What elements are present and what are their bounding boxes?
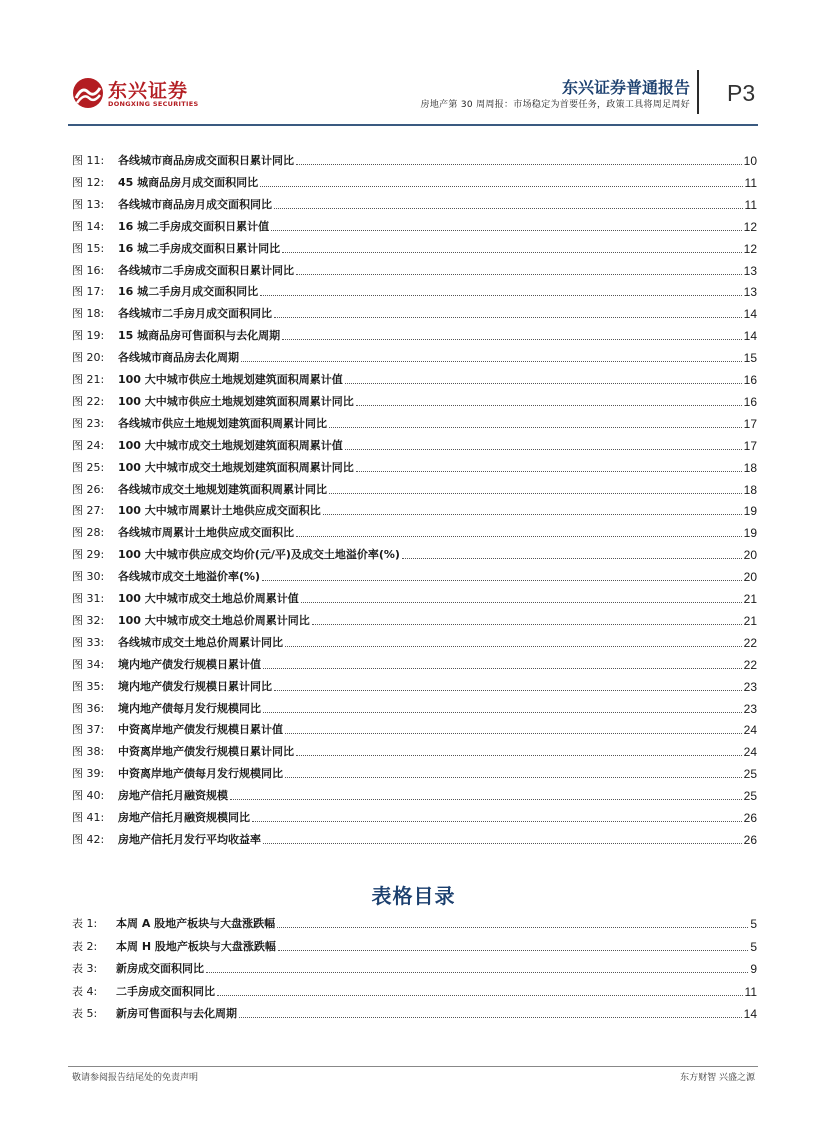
toc-entry-label: 图 25: — [72, 460, 105, 474]
toc-leader-dots — [271, 229, 742, 231]
tables-section-title: 表格目录 — [371, 884, 456, 908]
toc-entry-title: 100 大中城市成交土地总价周累计同比 — [118, 613, 310, 627]
toc-entry-title: 各线城市二手房月成交面积同比 — [118, 307, 272, 321]
toc-entry-title: 各线城市周累计土地供应成交面积比 — [118, 526, 294, 540]
toc-entry-label: 图 26: — [72, 482, 105, 496]
toc-entry[interactable] — [72, 500, 757, 518]
toc-entry-label: 图 40: — [72, 789, 105, 803]
toc-entry-title: 100 大中城市供应成交均价(元/平)及成交土地溢价率(%) — [118, 548, 400, 562]
toc-entry-title: 各线城市成交土地溢价率(%) — [118, 570, 261, 584]
toc-leader-dots — [285, 732, 742, 734]
toc-entry-label: 图 11: — [72, 154, 105, 167]
toc-entry-title: 新房可售面积与去化周期 — [116, 1007, 237, 1020]
toc-entry-label: 图 19: — [72, 329, 105, 343]
toc-entry-page: 19 — [743, 504, 757, 519]
footer-rule — [68, 1066, 758, 1067]
toc-entry-title: 境内地产债发行规模日累计值 — [118, 657, 261, 671]
toc-entry-label: 图 30: — [72, 570, 105, 584]
toc-entry[interactable] — [72, 829, 757, 847]
toc-entry[interactable] — [72, 413, 757, 431]
toc-leader-dots — [296, 535, 742, 537]
toc-leader-dots — [356, 470, 742, 472]
toc-entry[interactable] — [72, 566, 757, 584]
toc-entry[interactable] — [72, 260, 757, 278]
toc-entry[interactable] — [72, 1003, 757, 1021]
toc-entry-page: 16 — [743, 373, 757, 387]
toc-leader-dots — [274, 207, 743, 209]
toc-entry-title: 新房成交面积同比 — [116, 962, 204, 975]
toc-entry-title: 境内地产债发行规模日累计同比 — [118, 679, 272, 693]
toc-entry-title: 100 大中城市供应土地规划建筑面积周累计同比 — [118, 394, 354, 408]
toc-leader-dots — [402, 557, 742, 559]
toc-entry-page: 17 — [743, 438, 757, 453]
toc-entry-title: 二手房成交面积同比 — [116, 984, 215, 998]
toc-entry-label: 图 42: — [72, 832, 105, 846]
toc-entry-page: 14 — [743, 307, 757, 322]
toc-entry-title: 100 大中城市成交土地规划建筑面积周累计值 — [118, 438, 343, 452]
toc-entry-page: 23 — [743, 679, 757, 694]
toc-entry-label: 图 22: — [72, 394, 105, 408]
toc-entry-page: 15 — [743, 351, 757, 366]
toc-leader-dots — [206, 971, 748, 973]
toc-entry[interactable] — [72, 281, 757, 299]
logo-text-cn: 东兴证券 — [108, 80, 189, 102]
toc-entry-title: 16 城二手房成交面积日累计同比 — [118, 241, 281, 255]
toc-leader-dots — [217, 994, 743, 996]
toc-entry-title: 房地产信托月融资规模 — [118, 789, 228, 803]
toc-leader-dots — [274, 316, 742, 318]
toc-entry-label: 表 2: — [72, 939, 98, 953]
toc-entry-title: 各线城市商品房去化周期 — [118, 351, 239, 365]
toc-leader-dots — [274, 689, 742, 691]
toc-leader-dots — [230, 798, 742, 800]
toc-entry-page: 25 — [743, 789, 757, 804]
toc-entry-title: 15 城商品房可售面积与去化周期 — [118, 329, 281, 343]
company-logo — [72, 76, 202, 112]
toc-leader-dots — [356, 404, 742, 406]
toc-entry-page: 11 — [744, 197, 757, 212]
toc-leader-dots — [329, 426, 742, 428]
toc-entry[interactable] — [72, 981, 757, 999]
toc-entry[interactable] — [72, 654, 757, 672]
report-subtitle: 房地产第 30 周周报：市场稳定为首要任务，政策工具将周足周好 — [420, 100, 690, 110]
toc-entry-title: 本周 H 股地产板块与大盘涨跌幅 — [116, 939, 276, 953]
toc-entry[interactable] — [72, 150, 757, 168]
footer-disclaimer: 敬请参阅报告结尾处的免责声明 — [72, 1073, 199, 1083]
toc-entry[interactable] — [72, 479, 757, 497]
toc-entry-label: 图 35: — [72, 679, 105, 693]
toc-entry[interactable] — [72, 807, 757, 825]
toc-leader-dots — [278, 949, 748, 951]
footer-slogan: 东方财智 兴盛之源 — [680, 1073, 755, 1083]
toc-entry[interactable] — [72, 216, 757, 234]
toc-entry-label: 图 18: — [72, 307, 105, 321]
toc-entry-page: 9 — [750, 962, 757, 976]
toc-leader-dots — [252, 820, 742, 822]
toc-entry-label: 图 13: — [72, 197, 105, 211]
toc-entry[interactable] — [72, 588, 757, 606]
toc-entry-page: 20 — [743, 548, 757, 563]
toc-entry-label: 图 34: — [72, 657, 105, 671]
toc-entry-title: 100 大中城市供应土地规划建筑面积周累计值 — [118, 373, 343, 386]
toc-leader-dots — [345, 448, 742, 450]
toc-entry[interactable] — [72, 303, 757, 321]
toc-entry-title: 各线城市成交土地总价周累计同比 — [118, 635, 283, 649]
toc-entry[interactable] — [72, 522, 757, 540]
toc-entry[interactable] — [72, 238, 757, 256]
toc-entry-label: 图 23: — [72, 416, 105, 430]
toc-entry-title: 房地产信托月发行平均收益率 — [118, 832, 261, 846]
toc-entry-page: 11 — [744, 175, 757, 190]
toc-leader-dots — [296, 163, 742, 165]
toc-entry-page: 18 — [743, 460, 757, 475]
toc-leader-dots — [277, 926, 748, 928]
toc-leader-dots — [301, 601, 742, 603]
report-name: 东兴证券普通报告 — [561, 78, 690, 97]
toc-entry-title: 各线城市二手房成交面积日累计同比 — [118, 263, 294, 277]
toc-entry-label: 图 33: — [72, 635, 105, 649]
toc-entry-title: 中资离岸地产债发行规模日累计值 — [118, 723, 283, 737]
toc-entry-title: 16 城二手房成交面积日累计值 — [118, 219, 270, 233]
toc-entry-label: 图 41: — [72, 811, 105, 824]
toc-entry-label: 图 17: — [72, 285, 105, 299]
toc-leader-dots — [285, 776, 742, 778]
toc-entry-page: 25 — [743, 767, 757, 782]
toc-entry[interactable] — [72, 391, 757, 409]
toc-leader-dots — [263, 667, 742, 669]
toc-leader-dots — [263, 711, 742, 713]
toc-leader-dots — [282, 251, 742, 253]
toc-entry[interactable] — [72, 544, 757, 562]
toc-entry-title: 中资离岸地产债每月发行规模同比 — [118, 767, 283, 781]
toc-entry-title: 100 大中城市成交土地规划建筑面积周累计同比 — [118, 460, 354, 474]
toc-entry-page: 18 — [743, 482, 757, 497]
toc-entry-page: 12 — [743, 219, 757, 234]
toc-entry-title: 本周 A 股地产板块与大盘涨跌幅 — [116, 917, 276, 930]
toc-entry[interactable] — [72, 610, 757, 628]
toc-entry-title: 16 城二手房月成交面积同比 — [118, 285, 259, 299]
toc-entry-label: 图 38: — [72, 745, 105, 759]
toc-entry[interactable] — [72, 698, 757, 716]
toc-entry-page: 22 — [743, 635, 757, 650]
toc-entry-label: 图 24: — [72, 438, 105, 452]
toc-entry[interactable] — [72, 632, 757, 650]
toc-entry-page: 23 — [743, 701, 757, 716]
toc-entry[interactable] — [72, 763, 757, 781]
toc-entry-label: 表 5: — [72, 1007, 98, 1020]
toc-entry-page: 19 — [743, 526, 757, 541]
toc-leader-dots — [285, 645, 742, 647]
toc-entry-page: 5 — [750, 917, 757, 931]
toc-entry-label: 表 1: — [72, 917, 98, 930]
toc-entry[interactable] — [72, 435, 757, 453]
toc-entry-page: 22 — [743, 657, 757, 672]
toc-entry-label: 图 31: — [72, 592, 105, 605]
toc-entry-title: 各线城市商品房成交面积日累计同比 — [118, 154, 294, 167]
toc-leader-dots — [282, 338, 742, 340]
toc-entry[interactable] — [72, 958, 757, 976]
toc-entry-label: 图 15: — [72, 241, 105, 255]
toc-entry-page: 20 — [743, 570, 757, 585]
toc-entry-label: 图 32: — [72, 613, 105, 627]
toc-entry-page: 14 — [743, 329, 757, 344]
toc-entry-page: 26 — [743, 832, 757, 847]
toc-entry[interactable] — [72, 785, 757, 803]
toc-entry-label: 图 14: — [72, 219, 105, 233]
toc-entry-page: 24 — [743, 745, 757, 760]
toc-entry-label: 图 37: — [72, 723, 105, 737]
toc-entry-title: 100 大中城市成交土地总价周累计值 — [118, 592, 299, 605]
page-number: P3 — [727, 80, 756, 106]
toc-leader-dots — [323, 513, 742, 515]
toc-entry-page: 5 — [750, 939, 757, 954]
toc-entry-label: 图 29: — [72, 548, 105, 562]
header-divider — [697, 70, 699, 114]
toc-entry-title: 45 城商品房月成交面积同比 — [118, 175, 259, 189]
toc-leader-dots — [262, 579, 742, 581]
toc-entry-page: 17 — [743, 416, 757, 431]
toc-entry[interactable] — [72, 936, 757, 954]
toc-leader-dots — [260, 185, 742, 187]
toc-entry-label: 表 3: — [72, 962, 98, 975]
toc-entry-title: 100 大中城市周累计土地供应成交面积比 — [118, 504, 321, 518]
toc-leader-dots — [296, 754, 742, 756]
toc-leader-dots — [239, 1016, 742, 1018]
toc-entry-page: 11 — [744, 984, 757, 999]
toc-entry-page: 26 — [743, 811, 757, 825]
toc-entry[interactable] — [72, 913, 757, 931]
toc-entry-page: 13 — [743, 263, 757, 278]
toc-entry-label: 图 28: — [72, 526, 105, 540]
toc-entry[interactable] — [72, 347, 757, 365]
toc-entry-label: 图 36: — [72, 701, 105, 715]
logo-mark-icon — [72, 76, 104, 110]
toc-entry[interactable] — [72, 741, 757, 759]
toc-entry-label: 图 21: — [72, 373, 105, 386]
toc-entry-page: 24 — [743, 723, 757, 738]
toc-entry-page: 13 — [743, 285, 757, 300]
toc-entry[interactable] — [72, 719, 757, 737]
toc-entry-title: 各线城市商品房月成交面积同比 — [118, 197, 272, 211]
toc-leader-dots — [260, 294, 742, 296]
toc-entry-label: 图 16: — [72, 263, 105, 277]
toc-entry-label: 表 4: — [72, 984, 98, 998]
toc-entry-page: 16 — [743, 394, 757, 409]
toc-entry-title: 房地产信托月融资规模同比 — [118, 811, 250, 824]
header-rule — [68, 124, 758, 126]
toc-entry-page: 21 — [743, 592, 757, 606]
toc-entry[interactable] — [72, 172, 757, 190]
toc-entry-label: 图 12: — [72, 175, 105, 189]
toc-entry[interactable] — [72, 194, 757, 212]
toc-entry-title: 各线城市供应土地规划建筑面积周累计同比 — [118, 416, 327, 430]
toc-entry-title: 境内地产债每月发行规模同比 — [118, 701, 261, 715]
toc-entry-page: 14 — [743, 1007, 757, 1021]
toc-entry-title: 各线城市成交土地规划建筑面积周累计同比 — [118, 482, 327, 496]
toc-entry[interactable] — [72, 369, 757, 387]
toc-entry-page: 10 — [743, 154, 757, 168]
toc-leader-dots — [263, 842, 742, 844]
toc-leader-dots — [329, 492, 742, 494]
toc-entry-title: 中资离岸地产债发行规模日累计同比 — [118, 745, 294, 759]
toc-leader-dots — [345, 382, 742, 384]
toc-entry[interactable] — [72, 457, 757, 475]
toc-entry[interactable] — [72, 325, 757, 343]
toc-entry[interactable] — [72, 676, 757, 694]
toc-leader-dots — [312, 623, 742, 625]
toc-entry-label: 图 20: — [72, 351, 105, 365]
toc-leader-dots — [241, 360, 742, 362]
logo-text-en: DONGXING SECURITIES — [108, 100, 199, 108]
toc-entry-label: 图 27: — [72, 504, 105, 518]
toc-entry-page: 12 — [743, 241, 757, 256]
toc-entry-page: 21 — [743, 613, 757, 628]
toc-leader-dots — [296, 273, 742, 275]
toc-entry-label: 图 39: — [72, 767, 105, 781]
